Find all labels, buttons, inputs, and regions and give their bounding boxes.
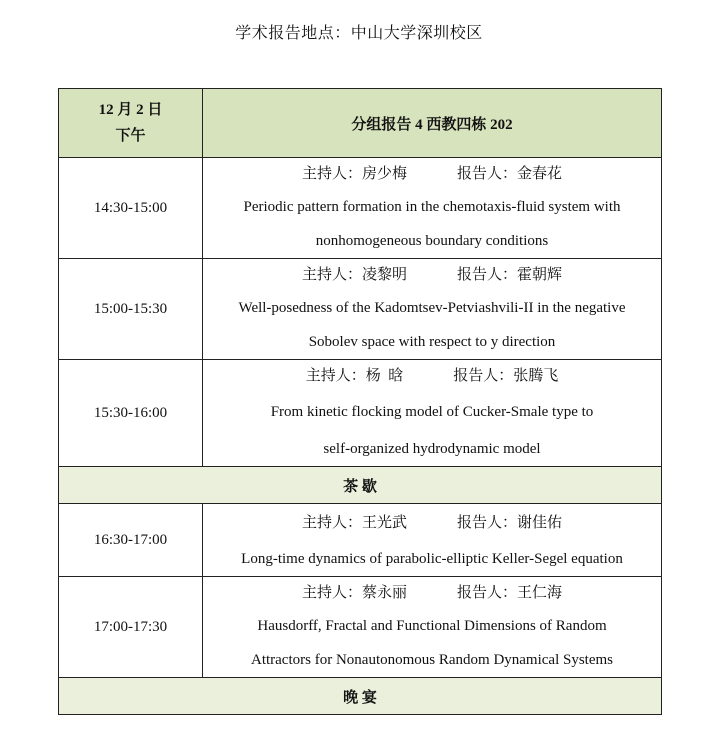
host-name: 房少梅 — [361, 166, 407, 182]
venue-heading: 学术报告地点：中山大学深圳校区 — [235, 25, 483, 42]
talk-row — [59, 577, 662, 678]
talk-row — [59, 259, 662, 360]
talk-people — [203, 504, 661, 542]
period-text: 下午 — [115, 128, 146, 144]
talk-details — [203, 504, 662, 577]
speaker-name: 谢佳佑 — [517, 515, 563, 531]
talk-people — [203, 259, 661, 291]
speaker-name: 张腾飞 — [513, 368, 559, 384]
talk-title-line: Long-time dynamics of parabolic-elliptic Keller-Segel equation — [241, 551, 623, 567]
talk-title-line: nonhomogeneous boundary conditions — [315, 233, 549, 249]
talk-row — [59, 158, 662, 259]
host-name: 杨 晗 — [365, 368, 404, 384]
tea-break-row — [59, 467, 662, 504]
talk-title-line: Hausdorff, Fractal and Functional Dimensions of Random — [257, 618, 607, 634]
talk-time: 15:00-15:30 — [59, 259, 203, 360]
talk-people — [203, 158, 661, 190]
talk-title-line: Attractors for Nonautonomous Random Dynamical Systems — [250, 652, 614, 668]
talk-details — [203, 577, 662, 678]
date-text: 12 月 2 日 — [98, 102, 163, 118]
host-label: 主持人： — [301, 585, 362, 601]
speaker-label: 报告人： — [457, 585, 518, 601]
speaker-label: 报告人： — [457, 267, 518, 283]
talk-details — [203, 259, 662, 360]
tea-break-label: 茶 歇 — [59, 467, 662, 504]
talk-details — [203, 360, 662, 467]
talk-title-line: Well-posedness of the Kadomtsev-Petviashvili-II in the negative — [238, 300, 626, 316]
speaker-label: 报告人： — [457, 515, 518, 531]
talk-title-line: Periodic pattern formation in the chemotaxis-fluid system with — [243, 199, 621, 215]
host-label: 主持人： — [301, 515, 362, 531]
talk-row — [59, 504, 662, 577]
talk-time: 15:30-16:00 — [59, 360, 203, 467]
speaker-name: 王仁海 — [517, 585, 563, 601]
speaker-name: 霍朝辉 — [517, 267, 563, 283]
host-label: 主持人： — [301, 166, 362, 182]
talk-row — [59, 360, 662, 467]
host-name: 王光武 — [361, 515, 407, 531]
talk-title-line: From kinetic flocking model of Cucker-Smale type to — [270, 404, 594, 420]
dinner-label: 晚 宴 — [59, 678, 662, 715]
host-name: 凌黎明 — [361, 267, 407, 283]
talk-people — [203, 577, 661, 609]
speaker-label: 报告人： — [453, 368, 514, 384]
speaker-label: 报告人： — [457, 166, 518, 182]
talk-title-line: self-organized hydrodynamic model — [323, 441, 541, 457]
dinner-row — [59, 678, 662, 715]
talk-details — [203, 158, 662, 259]
speaker-name: 金春花 — [517, 166, 563, 182]
talk-people — [203, 360, 661, 392]
talk-time: 14:30-15:00 — [59, 158, 203, 259]
schedule-table — [58, 88, 662, 715]
host-name: 蔡永丽 — [361, 585, 407, 601]
host-label: 主持人： — [305, 368, 366, 384]
host-label: 主持人： — [301, 267, 362, 283]
date-cell — [59, 89, 203, 158]
header-row — [59, 89, 662, 158]
talk-title-line: Sobolev space with respect to y direction — [308, 334, 556, 350]
talk-time: 17:00-17:30 — [59, 577, 203, 678]
talk-time: 16:30-17:00 — [59, 504, 203, 577]
session-title: 分组报告 4 西教四栋 202 — [203, 89, 662, 158]
